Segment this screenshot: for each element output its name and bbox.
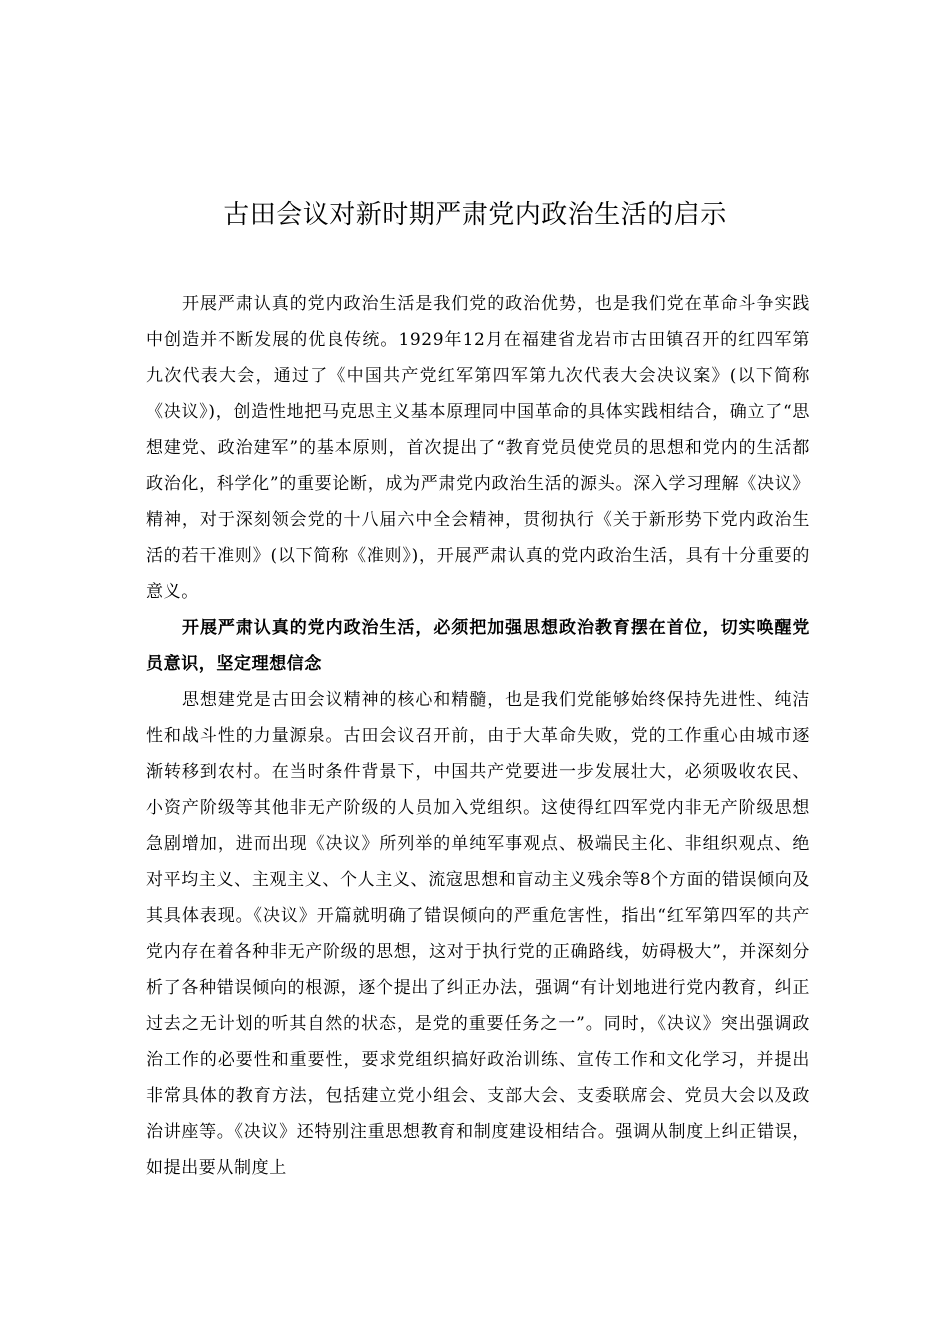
section-heading: 开展严肃认真的党内政治生活，必须把加强思想政治教育摆在首位，切实唤醒党员意识，坚定理想信念 xyxy=(146,618,810,674)
document-body xyxy=(146,286,810,1186)
intro-paragraph: 开展严肃认真的党内政治生活是我们党的政治优势，也是我们党在革命斗争实践中创造并不断发展的优良传统。1929年12月在福建省龙岩市古田镇召开的红四军第九次代表大会，通过了《中国共产党红军第四军第九次代表大会决议案》(以下简称《决议》)，创造性地把马克思主义基本原理同中国革命的具体实践相结合，确立了“思想建党、政治建军”的基本原则，首次提出了“教育党员使党员的思想和党内的生活都政治化，科学化”的重要论断，成为严肃党内政治生活的源头。深入学习理解《决议》精神，对于深刻领会党的十八届六中全会精神，贯彻执行《关于新形势下党内政治生活的若干准则》(以下简称《准则》)，开展严肃认真的党内政治生活，具有十分重要的意义。 xyxy=(146,294,810,602)
document-title: 古田会议对新时期严肃党内政治生活的启示 xyxy=(223,200,727,230)
body-paragraph: 思想建党是古田会议精神的核心和精髓，也是我们党能够始终保持先进性、纯洁性和战斗性的力量源泉。古田会议召开前，由于大革命失败，党的工作重心由城市逐渐转移到农村。在当时条件背景下，中国共产党要进一步发展壮大，必须吸收农民、小资产阶级等其他非无产阶级的人员加入党组织。这使得红四军党内非无产阶级思想急剧增加，进而出现《决议》所列举的单纯军事观点、极端民主化、非组织观点、绝对平均主义、主观主义、个人主义、流寇思想和盲动主义残余等8个方面的错误倾向及其具体表现。《决议》开篇就明确了错误倾向的严重危害性，指出“红军第四军的共产党内存在着各种非无产阶级的思想，这对于执行党的正确路线，妨碍极大”，并深刻分析了各种错误倾向的根源，逐个提出了纠正办法，强调“有计划地进行党内教育，纠正过去之无计划的听其自然的状态，是党的重要任务之一”。同时，《决议》突出强调政治工作的必要性和重要性，要求党组织搞好政治训练、宣传工作和文化学习，并提出非常具体的教育方法，包括建立党小组会、支部大会、支委联席会、党员大会以及政治讲座等。《决议》还特别注重思想教育和制度建设相结合。强调从制度上纠正错误，如提出要从制度上 xyxy=(146,690,810,1178)
